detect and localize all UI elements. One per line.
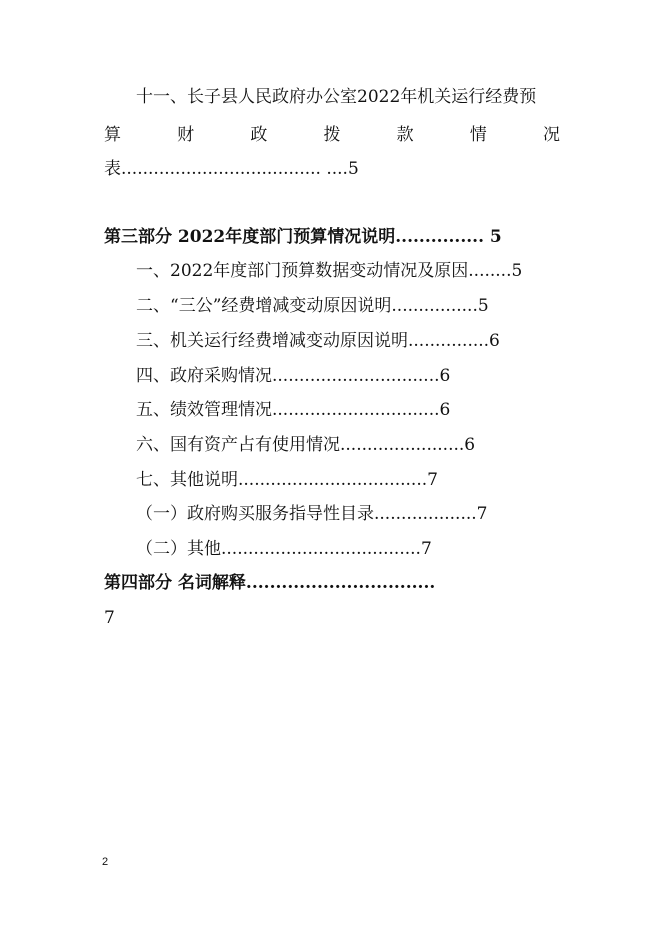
toc-item: 五、绩效管理情况...............................6 <box>136 400 451 420</box>
char: 财 <box>177 125 195 145</box>
char: 算 <box>104 125 121 145</box>
toc-item: 三、机关运行经费增减变动原因说明...............6 <box>136 331 500 351</box>
toc-part-4: 第四部分 名词解释................................ <box>104 573 436 593</box>
char: 拨 <box>323 125 341 145</box>
toc-item: 二、“三公”经费增减变动原因说明................5 <box>136 296 489 316</box>
char: 况 <box>542 125 560 145</box>
toc-item: 六、国有资产占有使用情况.......................6 <box>136 435 476 455</box>
char: 款 <box>396 125 414 145</box>
toc-item-11-line1: 十一、长子县人民政府办公室2022年机关运行经费预 <box>136 87 537 107</box>
toc-part-4-page: 7 <box>104 608 115 628</box>
char: 政 <box>250 125 268 145</box>
char: 情 <box>469 125 487 145</box>
toc-subitem: （二）其他.....................................7 <box>136 539 432 559</box>
toc-subitem: （一）政府购买服务指导性目录...................7 <box>136 504 488 524</box>
toc-item-11-line3: 表..................................... ....5 <box>104 159 359 179</box>
toc-item-11-line2 <box>104 124 560 146</box>
page-number: 2 <box>102 856 109 868</box>
toc-item: 一、2022年度部门预算数据变动情况及原因........5 <box>136 261 523 281</box>
toc-item: 七、其他说明...................................7 <box>136 470 438 490</box>
toc-part-3: 第三部分 2022年度部门预算情况说明............... 5 <box>104 227 502 247</box>
toc-item: 四、政府采购情况...............................6 <box>136 366 451 386</box>
